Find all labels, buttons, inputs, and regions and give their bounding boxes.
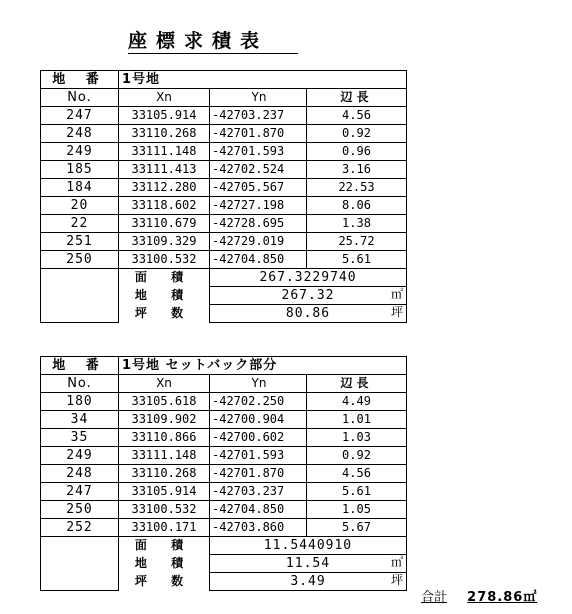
table-row <box>41 447 407 465</box>
y-coordinate: -42703.860 <box>210 519 307 537</box>
point-number: 20 <box>41 197 119 215</box>
summary-value: 3.49 <box>290 574 326 589</box>
side-length: 1.38 <box>307 215 407 233</box>
summary-unit: ㎡ <box>390 287 404 301</box>
table-row <box>41 501 407 519</box>
table-row <box>41 125 407 143</box>
x-coordinate: 33100.532 <box>119 501 210 519</box>
side-length: 22.53 <box>307 179 407 197</box>
x-coordinate: 33109.902 <box>119 411 210 429</box>
side-length: 4.56 <box>307 465 407 483</box>
x-coordinate: 33111.148 <box>119 447 210 465</box>
summary-label: 面 積 <box>119 269 210 287</box>
summary-row <box>41 287 407 305</box>
y-coordinate: -42705.567 <box>210 179 307 197</box>
table-row <box>41 411 407 429</box>
y-coordinate: -42729.019 <box>210 233 307 251</box>
summary-label: 坪 数 <box>119 573 210 591</box>
side-length: 8.06 <box>307 197 407 215</box>
summary-row <box>41 269 407 287</box>
column-header-row <box>41 89 407 107</box>
table-row <box>41 483 407 501</box>
col-header-yn: Yn <box>210 375 307 393</box>
summary-label: 坪 数 <box>119 305 210 323</box>
side-length: 0.96 <box>307 143 407 161</box>
table-row <box>41 215 407 233</box>
summary-value-cell <box>210 537 407 555</box>
point-number: 247 <box>41 107 119 125</box>
x-coordinate: 33110.866 <box>119 429 210 447</box>
table-row <box>41 393 407 411</box>
x-coordinate: 33111.413 <box>119 161 210 179</box>
x-coordinate: 33105.914 <box>119 483 210 501</box>
x-coordinate: 33105.914 <box>119 107 210 125</box>
side-length: 1.03 <box>307 429 407 447</box>
point-number: 247 <box>41 483 119 501</box>
summary-row <box>41 573 407 591</box>
total-value: 278.86㎡ <box>467 590 538 605</box>
table-row <box>41 233 407 251</box>
point-number: 250 <box>41 251 119 269</box>
summary-value: 267.3229740 <box>259 270 357 285</box>
summary-value-cell <box>210 269 407 287</box>
side-length: 4.49 <box>307 393 407 411</box>
lot-name: 1号地 セットバック部分 <box>119 357 407 375</box>
lot-number-label: 地 番 <box>41 357 119 375</box>
summary-label: 面 積 <box>119 537 210 555</box>
col-header-length: 辺長 <box>307 89 407 107</box>
summary-value-cell <box>210 555 407 573</box>
coordinate-table-lot1 <box>40 70 407 323</box>
summary-blank-cell <box>41 287 119 305</box>
table-row <box>41 197 407 215</box>
total-label: 合計 <box>421 590 448 605</box>
y-coordinate: -42701.593 <box>210 143 307 161</box>
summary-blank-cell <box>41 573 119 591</box>
summary-value-cell <box>210 305 407 323</box>
side-length: 5.61 <box>307 483 407 501</box>
summary-label: 地 積 <box>119 287 210 305</box>
table-row <box>41 251 407 269</box>
x-coordinate: 33111.148 <box>119 143 210 161</box>
point-number: 180 <box>41 393 119 411</box>
x-coordinate: 33100.532 <box>119 251 210 269</box>
side-length: 4.56 <box>307 107 407 125</box>
point-number: 249 <box>41 143 119 161</box>
point-number: 248 <box>41 465 119 483</box>
y-coordinate: -42701.870 <box>210 125 307 143</box>
col-header-no: No. <box>41 375 119 393</box>
y-coordinate: -42701.870 <box>210 465 307 483</box>
summary-blank-cell <box>41 555 119 573</box>
y-coordinate: -42701.593 <box>210 447 307 465</box>
summary-value-cell <box>210 573 407 591</box>
col-header-xn: Xn <box>119 89 210 107</box>
x-coordinate: 33105.618 <box>119 393 210 411</box>
side-length: 5.67 <box>307 519 407 537</box>
side-length: 0.92 <box>307 125 407 143</box>
summary-row <box>41 537 407 555</box>
side-length: 1.05 <box>307 501 407 519</box>
col-header-xn: Xn <box>119 375 210 393</box>
table-body <box>41 71 407 323</box>
point-number: 35 <box>41 429 119 447</box>
header-row <box>41 357 407 375</box>
table-body <box>41 357 407 591</box>
side-length: 5.61 <box>307 251 407 269</box>
column-header-row <box>41 375 407 393</box>
summary-row <box>41 555 407 573</box>
summary-row <box>41 305 407 323</box>
summary-blank-cell <box>41 305 119 323</box>
summary-blank-cell <box>41 269 119 287</box>
y-coordinate: -42702.250 <box>210 393 307 411</box>
side-length: 1.01 <box>307 411 407 429</box>
y-coordinate: -42704.850 <box>210 251 307 269</box>
document-title: 座標求積表 <box>128 30 269 52</box>
summary-unit: 坪 <box>390 573 404 587</box>
y-coordinate: -42703.237 <box>210 483 307 501</box>
point-number: 184 <box>41 179 119 197</box>
y-coordinate: -42702.524 <box>210 161 307 179</box>
col-header-length: 辺長 <box>307 375 407 393</box>
point-number: 248 <box>41 125 119 143</box>
x-coordinate: 33110.268 <box>119 465 210 483</box>
y-coordinate: -42700.602 <box>210 429 307 447</box>
x-coordinate: 33109.329 <box>119 233 210 251</box>
y-coordinate: -42728.695 <box>210 215 307 233</box>
x-coordinate: 33118.602 <box>119 197 210 215</box>
col-header-no: No. <box>41 89 119 107</box>
point-number: 252 <box>41 519 119 537</box>
table-row <box>41 519 407 537</box>
summary-unit: 坪 <box>390 305 404 319</box>
grand-total <box>421 586 537 605</box>
x-coordinate: 33100.171 <box>119 519 210 537</box>
point-number: 250 <box>41 501 119 519</box>
table-row <box>41 465 407 483</box>
side-length: 25.72 <box>307 233 407 251</box>
point-number: 185 <box>41 161 119 179</box>
point-number: 249 <box>41 447 119 465</box>
summary-value-cell <box>210 287 407 305</box>
summary-value: 80.86 <box>285 306 331 321</box>
table-row <box>41 161 407 179</box>
coordinate-table-setback <box>40 356 407 591</box>
summary-unit: ㎡ <box>390 555 404 569</box>
summary-value: 267.32 <box>281 288 335 303</box>
side-length: 3.16 <box>307 161 407 179</box>
col-header-yn: Yn <box>210 89 307 107</box>
summary-blank-cell <box>41 537 119 555</box>
point-number: 251 <box>41 233 119 251</box>
point-number: 22 <box>41 215 119 233</box>
y-coordinate: -42727.198 <box>210 197 307 215</box>
header-row <box>41 71 407 89</box>
table-row <box>41 179 407 197</box>
x-coordinate: 33112.280 <box>119 179 210 197</box>
lot-number-label: 地 番 <box>41 71 119 89</box>
title-underline <box>128 53 298 54</box>
x-coordinate: 33110.268 <box>119 125 210 143</box>
point-number: 34 <box>41 411 119 429</box>
summary-value: 11.54 <box>285 556 331 571</box>
table-row <box>41 143 407 161</box>
y-coordinate: -42700.904 <box>210 411 307 429</box>
lot-name: 1号地 <box>119 71 407 89</box>
table-row <box>41 429 407 447</box>
side-length: 0.92 <box>307 447 407 465</box>
table-row <box>41 107 407 125</box>
summary-label: 地 積 <box>119 555 210 573</box>
x-coordinate: 33110.679 <box>119 215 210 233</box>
y-coordinate: -42703.237 <box>210 107 307 125</box>
y-coordinate: -42704.850 <box>210 501 307 519</box>
summary-value: 11.5440910 <box>263 538 353 553</box>
